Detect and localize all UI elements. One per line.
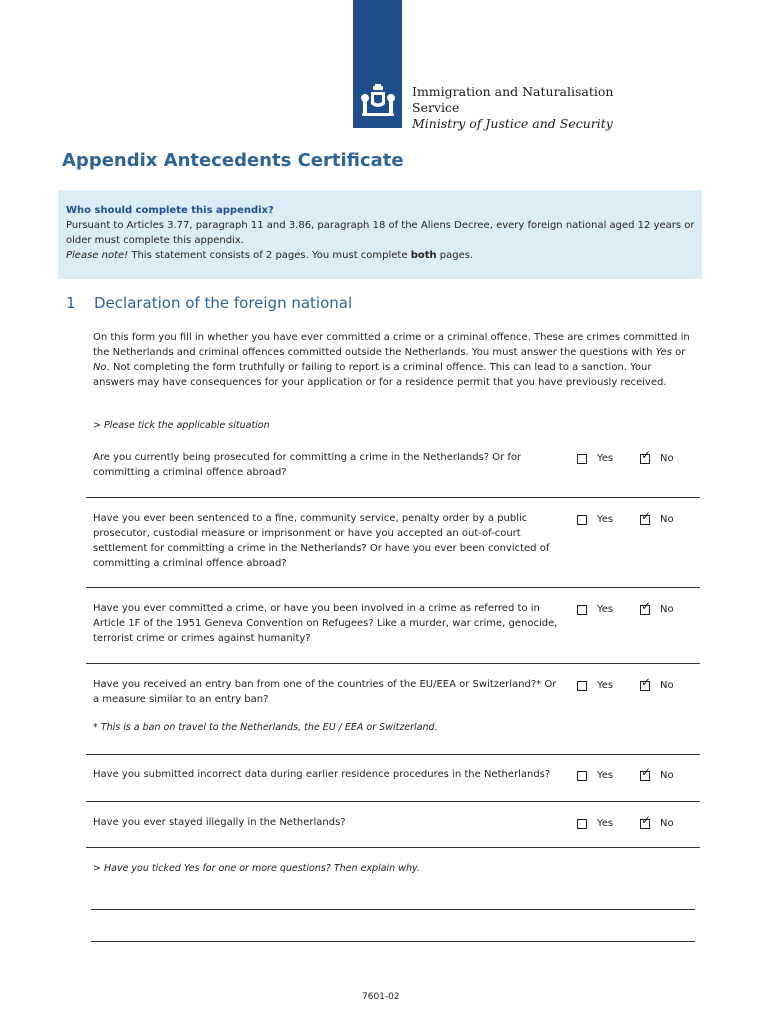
yes-label: Yes <box>597 680 614 691</box>
q1-no-checkbox[interactable] <box>640 447 652 464</box>
intro-or: or <box>671 347 686 358</box>
page-title: Appendix Antecedents Certificate <box>62 150 404 171</box>
divider <box>86 663 700 664</box>
q6-no-checkbox[interactable] <box>640 812 652 829</box>
q6-yes-option[interactable] <box>577 818 613 829</box>
q4-yes-option[interactable] <box>577 680 613 691</box>
info-box <box>58 190 702 279</box>
divider <box>86 754 700 755</box>
no-label: No <box>660 818 674 829</box>
intro-text-b: . Not completing the form truthfully or failing to report is a criminal offence. This can lead to a sanction. Your answers may have consequences for your application or for a residence permit that you have previously received. <box>93 362 667 388</box>
divider <box>86 497 700 498</box>
intro-text-a: On this form you fill in whether you have ever committed a crime or a criminal offence. These are crimes committed in the Netherlands and criminal offences committed outside the Netherlands. You must answer the questions with <box>93 332 690 358</box>
q4-yes-checkbox[interactable] <box>577 681 587 691</box>
check-mark-icon: ✓ <box>641 508 652 523</box>
yes-label: Yes <box>597 604 614 615</box>
yes-label: Yes <box>597 770 614 781</box>
q2-yes-option[interactable] <box>577 514 613 525</box>
divider <box>86 801 700 802</box>
explain-line-1[interactable] <box>91 909 695 910</box>
question-6: Have you ever stayed illegally in the Netherlands? <box>93 817 346 828</box>
q6-no-option[interactable] <box>640 812 674 829</box>
q3-no-checkbox[interactable] <box>640 598 652 615</box>
agency-line-1: Immigration and Naturalisation <box>412 84 614 99</box>
form-number: 7601-02 <box>362 992 400 1002</box>
no-label: No <box>660 514 674 525</box>
yes-label: Yes <box>597 453 614 464</box>
agency-line-2: Service <box>412 100 460 115</box>
q2-no-checkbox[interactable] <box>640 508 652 525</box>
tick-hint: > Please tick the applicable situation <box>93 420 270 431</box>
q4-no-checkbox[interactable] <box>640 674 652 691</box>
q5-yes-option[interactable] <box>577 770 613 781</box>
q3-yes-checkbox[interactable] <box>577 605 587 615</box>
info-question: Who should complete this appendix? <box>66 205 274 216</box>
info-note <box>66 248 702 263</box>
q1-no-option[interactable] <box>640 447 674 464</box>
q3-no-option[interactable] <box>640 598 674 615</box>
no-label: No <box>660 770 674 781</box>
note-end: pages. <box>436 250 474 261</box>
q1-yes-option[interactable] <box>577 453 613 464</box>
yes-label: Yes <box>597 818 614 829</box>
entry-ban-footnote: * This is a ban on travel to the Netherlands, the EU / EEA or Switzerland. <box>93 722 438 733</box>
q3-yes-option[interactable] <box>577 604 613 615</box>
explain-line-2[interactable] <box>91 941 695 942</box>
question-1: Are you currently being prosecuted for committing a crime in the Netherlands? Or for committing a criminal offence abroad? <box>93 452 522 478</box>
note-text: This statement consists of 2 pages. You must complete <box>128 250 411 261</box>
check-mark-icon: ✓ <box>641 447 652 462</box>
check-mark-icon: ✓ <box>641 812 652 827</box>
section-intro <box>93 330 693 390</box>
section-title: Declaration of the foreign national <box>94 294 353 312</box>
q6-yes-checkbox[interactable] <box>577 819 587 829</box>
crest-icon <box>356 84 400 120</box>
question-5: Have you submitted incorrect data during earlier residence procedures in the Netherlands? <box>93 769 551 780</box>
note-bold: both <box>410 250 437 261</box>
explain-prompt: > Have you ticked Yes for one or more questions? Then explain why. <box>93 863 420 874</box>
agency-name <box>412 84 613 132</box>
info-text: Pursuant to Articles 3.77, paragraph 11 and 3.86, paragraph 18 of the Aliens Decree, every foreign national aged 12 years or older must complete this appendix. <box>66 220 695 246</box>
question-3: Have you ever committed a crime, or have you been involved in a crime as referred to in Article 1F of the 1951 Geneva Convention on Refugees? Like a murder, war crime, genocide, terrorist crime or crimes against humanity? <box>93 603 558 644</box>
q2-yes-checkbox[interactable] <box>577 515 587 525</box>
q5-yes-checkbox[interactable] <box>577 771 587 781</box>
no-label: No <box>660 453 674 464</box>
check-mark-icon: ✓ <box>641 598 652 613</box>
intro-yes: Yes <box>655 347 672 358</box>
question-4: Have you received an entry ban from one of the countries of the EU/EEA or Switzerland?* Or a measure similar to an entry ban? <box>93 679 557 705</box>
check-mark-icon: ✓ <box>641 764 652 779</box>
section-number: 1 <box>66 294 76 312</box>
question-2: Have you ever been sentenced to a fine, community service, penalty order by a public prosecutor, custodial measure or imprisonment or have you accepted an out-of-court settlement for committing a crime in the Netherlands? Or have you ever been convicted of committing a criminal offence abroad? <box>93 513 550 569</box>
ministry-name: Ministry of Justice and Security <box>412 116 613 131</box>
q5-no-option[interactable] <box>640 764 674 781</box>
note-label: Please note! <box>66 250 129 261</box>
q1-yes-checkbox[interactable] <box>577 454 587 464</box>
section-heading <box>66 294 352 312</box>
q2-no-option[interactable] <box>640 508 674 525</box>
yes-label: Yes <box>597 514 614 525</box>
divider <box>86 587 700 588</box>
check-mark-icon: ✓ <box>641 674 652 689</box>
intro-no: No <box>93 362 107 373</box>
divider <box>86 847 700 848</box>
q5-no-checkbox[interactable] <box>640 764 652 781</box>
no-label: No <box>660 604 674 615</box>
q4-no-option[interactable] <box>640 674 674 691</box>
no-label: No <box>660 680 674 691</box>
